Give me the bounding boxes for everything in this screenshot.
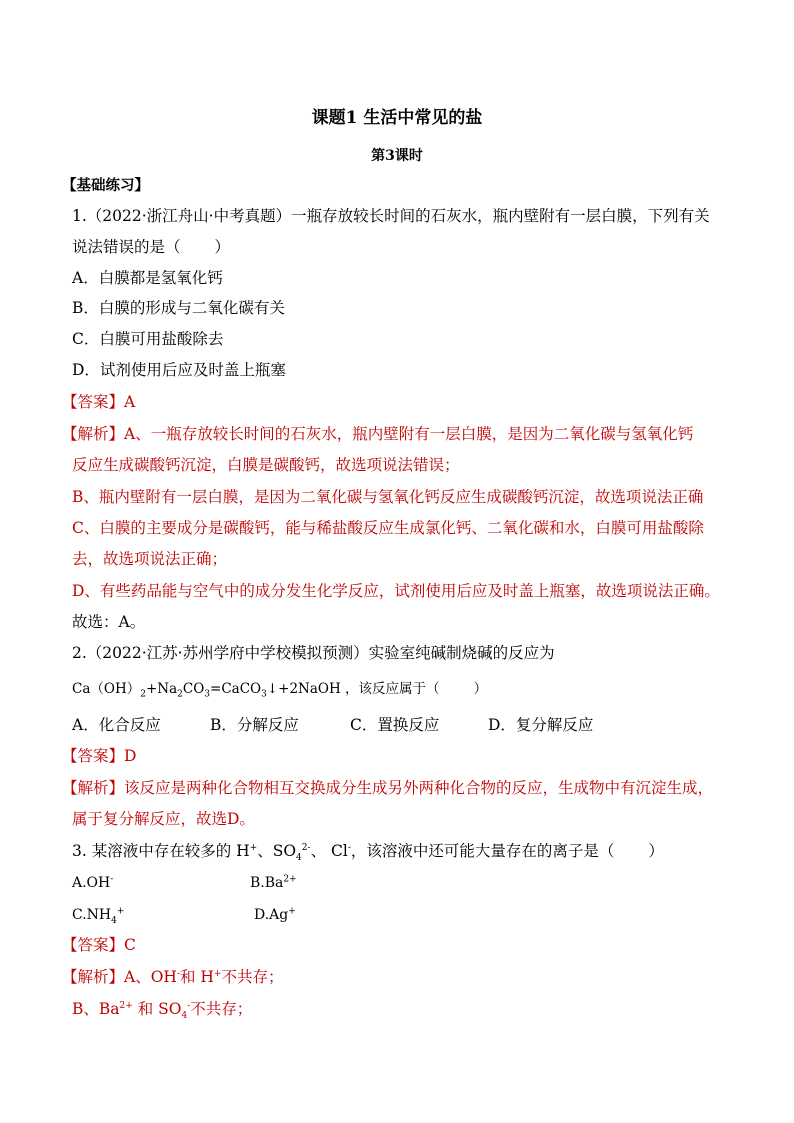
- eq-sub: 3: [204, 689, 211, 700]
- q3-stem-bracket: ）: [648, 842, 664, 860]
- eq-part: ↓+2NaOH ，该反应属于（: [266, 681, 440, 697]
- q3-analysis-part: 【解析】A、OH: [62, 968, 177, 986]
- q3-stem-sup: 2-: [301, 842, 311, 853]
- q1-analysis-conclusion: 故选：A。: [72, 613, 146, 631]
- q1-stem-line2: [72, 237, 722, 257]
- q3-option-a-sup: -: [110, 874, 114, 885]
- q1-analysis-line: 【解析】A、一瓶存放较长时间的石灰水，瓶内壁附有一层白膜，是因为二氧化碳与氢氧化钙: [62, 425, 694, 443]
- q1-stem-text: 说法错误的是（: [72, 238, 181, 256]
- q3-analysis-part: 不共存；: [190, 1000, 253, 1018]
- q3-stem-part: ，该溶液中还可能大量存在的离子是（: [350, 842, 615, 860]
- q3-option-c: [72, 905, 254, 925]
- q3-option-c-text: C.NH: [72, 907, 112, 923]
- q3-option-c-sub: 4: [111, 915, 117, 926]
- q1-option-b: B．白膜的形成与二氧化碳有关: [72, 299, 285, 317]
- eq-sub: 2: [177, 689, 183, 700]
- q3-analysis-a: [62, 967, 722, 987]
- page-subtitle: 第3课时: [371, 148, 423, 164]
- q2-equation: [72, 679, 722, 699]
- q1-stem-bracket: ）: [214, 238, 231, 256]
- q1-analysis-line: D、有些药品能与空气中的成分发生化学反应，试剂使用后应及时盖上瓶塞，故选项说法正确。: [72, 582, 720, 600]
- q3-stem-sup: -: [347, 842, 351, 853]
- q1-option-d: D．试剂使用后应及时盖上瓶塞: [72, 361, 286, 379]
- eq-part: Ca（OH）: [72, 681, 141, 697]
- q3-analysis-sup: -: [176, 968, 180, 979]
- q3-stem-sub: 4: [296, 853, 302, 864]
- q2-analysis-line: 【解析】该反应是两种化合物相互交换成分生成另外两种化合物的反应，生成物中有沉淀生成，: [62, 779, 714, 797]
- q3-answer: 【答案】C: [62, 936, 136, 954]
- q3-analysis-sup: +: [213, 968, 222, 979]
- q3-option-b-sup: 2+: [283, 874, 297, 885]
- q3-option-c-sup: +: [116, 906, 125, 917]
- q2-option-b: B．分解反应: [210, 716, 299, 734]
- q3-option-a-text: A.OH: [72, 875, 111, 891]
- q2-stem-line1: 2.（2022·江苏·苏州学府中学校模拟预测）实验室纯碱制烧碱的反应为: [72, 644, 555, 662]
- q3-analysis-part: B、Ba: [72, 1000, 120, 1018]
- eq-part: =CaCO: [210, 681, 262, 697]
- q3-analysis-b: [72, 999, 722, 1022]
- q2-options: [72, 715, 722, 735]
- q3-stem-part: 、SO: [257, 842, 297, 860]
- q3-analysis-sup: -: [187, 1000, 191, 1011]
- q3-option-a: [72, 873, 250, 893]
- q1-analysis-line: 去，故选项说法正确；: [72, 550, 228, 568]
- q3-analysis-sup: 2+: [119, 1000, 133, 1011]
- q1-stem-line1: 1.（2022·浙江舟山·中考真题）一瓶存放较长时间的石灰水，瓶内壁附有一层白膜，下列有关: [72, 207, 710, 225]
- q2-answer: 【答案】D: [62, 747, 137, 765]
- q2-analysis-line: 属于复分解反应，故选D。: [72, 810, 255, 828]
- q3-analysis-sub: 4: [181, 1011, 188, 1022]
- q1-analysis-line: C、白膜的主要成分是碳酸钙，能与稀盐酸反应生成氯化钙、二氧化碳和水，白膜可用盐酸除: [72, 519, 704, 537]
- q1-analysis-line: 反应生成碳酸钙沉淀，白膜是碳酸钙，故选项说法错误；: [72, 456, 460, 474]
- q3-analysis-part: 不共存；: [221, 968, 284, 986]
- eq-sub: 3: [261, 689, 267, 700]
- eq-part: +Na: [145, 681, 178, 697]
- q1-option-a: A．白膜都是氢氧化钙: [72, 269, 223, 287]
- q3-option-b: [250, 873, 297, 893]
- q1-analysis-line: B、瓶内壁附有一层白膜，是因为二氧化碳与氢氧化钙反应生成碳酸钙沉淀，故选项说法正确: [72, 488, 704, 506]
- page-title: 课题1 生活中常见的盐: [311, 108, 483, 128]
- q1-option-c: C．白膜可用盐酸除去: [72, 330, 224, 348]
- q3-stem-part: 、 Cl: [310, 842, 348, 860]
- q3-option-d: [254, 905, 296, 925]
- q3-option-d-text: D.Ag: [254, 907, 289, 923]
- eq-sub: 2: [140, 689, 146, 700]
- q3-stem-part: 3. 某溶液中存在较多的 H: [72, 842, 250, 860]
- q3-analysis-part: 和 H: [179, 968, 214, 986]
- q3-analysis-part: 和 SO: [132, 1000, 182, 1018]
- eq-part: CO: [182, 681, 205, 697]
- q3-options-row2: [72, 905, 722, 925]
- q2-option-c: C．置换反应: [350, 716, 440, 734]
- q1-answer: 【答案】A: [62, 393, 136, 411]
- q3-option-b-text: B.Ba: [250, 875, 284, 891]
- eq-bracket: ）: [473, 681, 488, 697]
- q3-option-d-sup: +: [288, 906, 296, 917]
- section-heading: 【基础练习】: [62, 177, 149, 194]
- q3-options-row1: [72, 873, 722, 893]
- q2-option-d: D．复分解反应: [488, 716, 594, 734]
- q3-stem: [72, 841, 722, 864]
- q2-option-a: A．化合反应: [72, 716, 161, 734]
- q3-stem-sup: +: [249, 842, 258, 853]
